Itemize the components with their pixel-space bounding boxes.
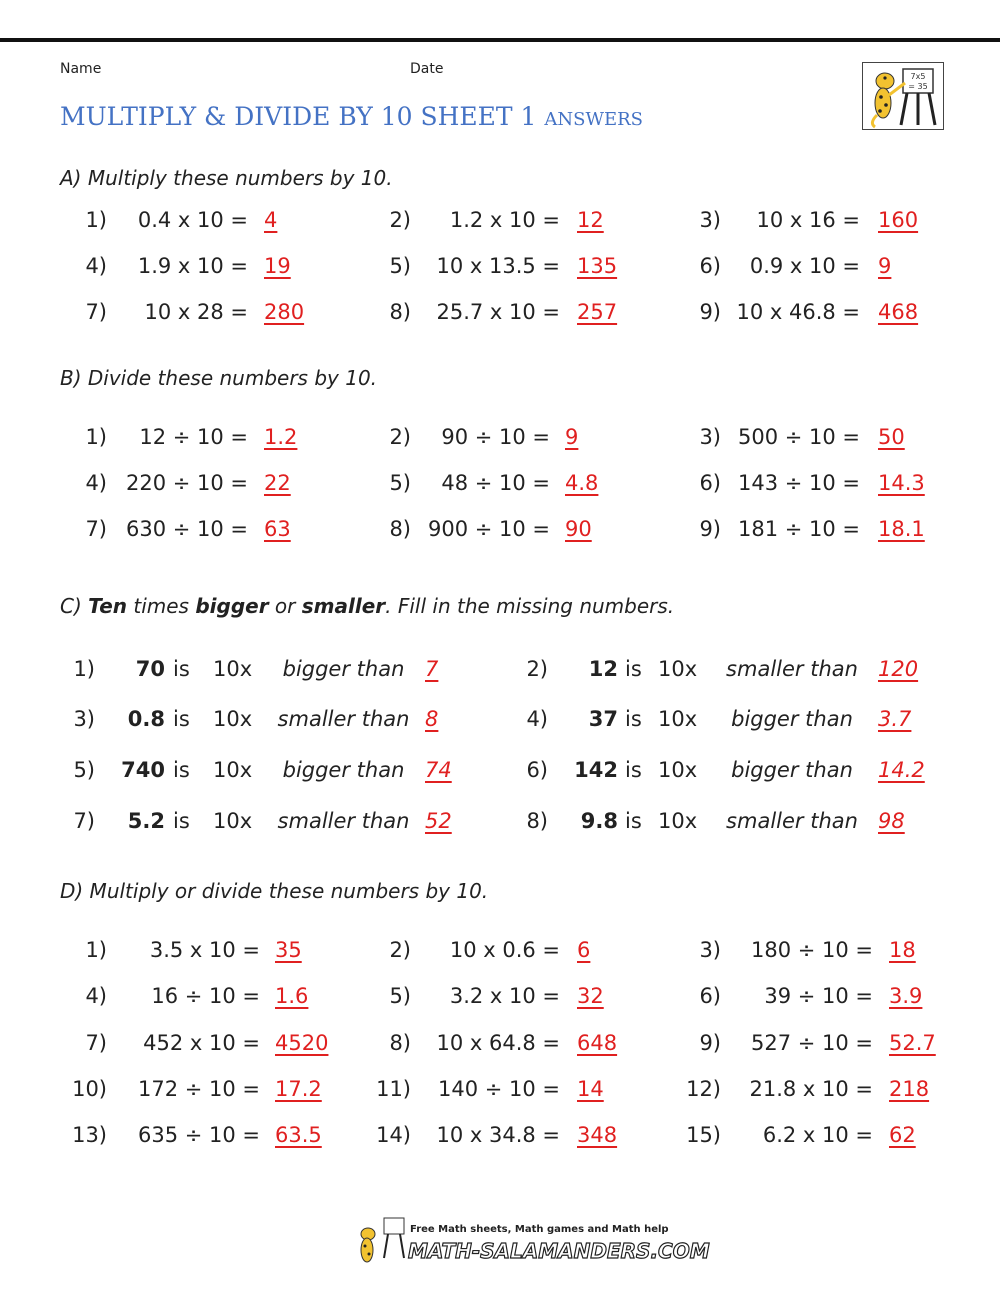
question-number: 4) [85, 471, 107, 495]
question-expression: 10 x 28 = [144, 300, 248, 324]
question-number: 2) [526, 657, 548, 681]
question-number: 4) [526, 707, 548, 731]
times-ten: 10x [213, 809, 253, 833]
question-number: 3) [699, 208, 721, 232]
name-label: Name [60, 61, 102, 77]
answer-value: 468 [878, 300, 919, 324]
answer-value: 280 [264, 300, 305, 324]
question-expression: 25.7 x 10 = [436, 300, 560, 324]
answer-value: 14.3 [878, 471, 925, 495]
answer-value: 1.2 [264, 425, 298, 449]
section-c-prefix: C) [60, 594, 89, 618]
question-number: 9) [699, 517, 721, 541]
question-expression: 1.2 x 10 = [449, 208, 560, 232]
question-expression: 10 x 0.6 = [449, 938, 560, 962]
question-number: 6) [699, 254, 721, 278]
question-number: 9) [699, 300, 721, 324]
answer-value: 14 [577, 1077, 604, 1101]
answer-value: 18 [889, 938, 916, 962]
question-number: 2) [389, 208, 411, 232]
answer-value: 50 [878, 425, 905, 449]
question-number: 11) [376, 1077, 411, 1101]
relation-text: bigger than [731, 758, 853, 782]
section-d-title: D) Multiply or divide these numbers by 10. [60, 879, 489, 903]
question-number: 6) [526, 758, 548, 782]
question-number: 6) [699, 984, 721, 1008]
word-is: is [625, 809, 642, 833]
question-expression: 143 ÷ 10 = [737, 471, 860, 495]
answer-value: 62 [889, 1123, 916, 1147]
relation-text: smaller than [726, 809, 858, 833]
answer-value: 12 [577, 208, 604, 232]
question-expression: 0.4 x 10 = [137, 208, 248, 232]
times-ten: 10x [213, 707, 253, 731]
question-expression: 21.8 x 10 = [749, 1077, 873, 1101]
question-number: 7) [85, 1031, 107, 1055]
question-expression: 10 x 46.8 = [736, 300, 860, 324]
section-c-word-smaller: smaller [301, 594, 386, 618]
answer-value: 3.7 [878, 707, 912, 731]
question-number: 1) [85, 425, 107, 449]
logo-sum-line1: 7x5 [910, 72, 926, 81]
question-expression: 10 x 13.5 = [436, 254, 560, 278]
answer-value: 19 [264, 254, 291, 278]
section-a-title: A) Multiply these numbers by 10. [60, 166, 393, 190]
answer-value: 135 [577, 254, 618, 278]
question-expression: 90 ÷ 10 = [441, 425, 550, 449]
question-number: 3) [699, 938, 721, 962]
salamander-logo [862, 62, 944, 130]
question-number: 3) [699, 425, 721, 449]
answer-value: 1.6 [275, 984, 309, 1008]
question-number: 9) [699, 1031, 721, 1055]
answer-value: 52 [425, 809, 452, 833]
section-c-text-1: times [127, 594, 196, 618]
footer-brand: MATH-SALAMANDERS.COM [408, 1239, 710, 1263]
question-expression: 220 ÷ 10 = [125, 471, 248, 495]
given-number: 142 [574, 758, 618, 782]
times-ten: 10x [213, 657, 253, 681]
answer-value: 160 [878, 208, 919, 232]
answer-value: 90 [565, 517, 592, 541]
section-c-title [60, 594, 674, 618]
given-number: 740 [121, 758, 165, 782]
times-ten: 10x [213, 758, 253, 782]
question-expression: 180 ÷ 10 = [750, 938, 873, 962]
section-b-title: B) Divide these numbers by 10. [60, 366, 378, 390]
question-expression: 635 ÷ 10 = [137, 1123, 260, 1147]
answer-value: 6 [577, 938, 591, 962]
answer-value: 98 [878, 809, 905, 833]
answer-value: 63 [264, 517, 291, 541]
answer-value: 257 [577, 300, 618, 324]
answer-value: 4.8 [565, 471, 599, 495]
given-number: 12 [588, 657, 618, 681]
question-expression: 12 ÷ 10 = [139, 425, 248, 449]
footer-tagline: Free Math sheets, Math games and Math help [410, 1224, 669, 1235]
question-number: 4) [85, 984, 107, 1008]
times-ten: 10x [658, 758, 698, 782]
relation-text: bigger than [282, 657, 405, 681]
question-expression: 630 ÷ 10 = [125, 517, 248, 541]
word-is: is [173, 809, 190, 833]
date-label: Date [410, 61, 444, 77]
question-number: 8) [526, 809, 548, 833]
answer-value: 348 [577, 1123, 618, 1147]
answer-value: 52.7 [889, 1031, 936, 1055]
answer-value: 22 [264, 471, 291, 495]
section-c-word-ten: Ten [88, 594, 127, 618]
answer-value: 35 [275, 938, 302, 962]
relation-text: smaller than [277, 707, 410, 731]
question-expression: 1.9 x 10 = [137, 254, 248, 278]
question-number: 4) [85, 254, 107, 278]
times-ten: 10x [658, 809, 698, 833]
question-number: 8) [389, 1031, 411, 1055]
word-is: is [625, 758, 642, 782]
question-number: 2) [389, 425, 411, 449]
question-number: 7) [85, 517, 107, 541]
question-number: 5) [389, 471, 411, 495]
word-is: is [173, 707, 190, 731]
question-number: 3) [73, 707, 95, 731]
answer-value: 9 [565, 425, 579, 449]
question-expression: 16 ÷ 10 = [151, 984, 260, 1008]
answer-value: 14.2 [878, 758, 925, 782]
question-number: 15) [686, 1123, 721, 1147]
times-ten: 10x [658, 707, 698, 731]
question-number: 5) [389, 254, 411, 278]
question-number: 7) [85, 300, 107, 324]
section-c-text-2: or [268, 594, 302, 618]
answer-value: 7 [425, 657, 439, 681]
given-number: 37 [588, 707, 618, 731]
question-expression: 140 ÷ 10 = [437, 1077, 560, 1101]
question-expression: 10 x 16 = [756, 208, 860, 232]
times-ten: 10x [658, 657, 698, 681]
question-number: 2) [389, 938, 411, 962]
section-c-word-bigger: bigger [195, 594, 269, 618]
question-expression: 3.2 x 10 = [449, 984, 560, 1008]
answer-value: 3.9 [889, 984, 923, 1008]
given-number: 9.8 [580, 809, 618, 833]
question-expression: 500 ÷ 10 = [737, 425, 860, 449]
answer-value: 218 [889, 1077, 930, 1101]
question-expression: 172 ÷ 10 = [137, 1077, 260, 1101]
question-number: 5) [73, 758, 95, 782]
answer-value: 648 [577, 1031, 618, 1055]
question-number: 10) [72, 1077, 107, 1101]
math-salamanders-logo-icon [352, 1214, 710, 1270]
question-expression: 10 x 34.8 = [436, 1123, 560, 1147]
question-number: 1) [73, 657, 95, 681]
answer-value: 63.5 [275, 1123, 322, 1147]
question-expression: 6.2 x 10 = [762, 1123, 873, 1147]
question-number: 1) [85, 938, 107, 962]
question-number: 13) [72, 1123, 107, 1147]
answer-value: 8 [425, 707, 439, 731]
word-is: is [173, 758, 190, 782]
word-is: is [173, 657, 190, 681]
question-number: 6) [699, 471, 721, 495]
answer-value: 74 [425, 758, 452, 782]
top-rule [0, 38, 1000, 42]
question-number: 12) [686, 1077, 721, 1101]
relation-text: smaller than [726, 657, 858, 681]
answer-value: 32 [577, 984, 604, 1008]
question-number: 8) [389, 300, 411, 324]
footer-logo [352, 1214, 710, 1270]
answer-value: 120 [878, 657, 919, 681]
logo-sum-line2: = 35 [908, 82, 928, 91]
question-expression: 0.9 x 10 = [749, 254, 860, 278]
question-expression: 10 x 64.8 = [436, 1031, 560, 1055]
answer-value: 17.2 [275, 1077, 322, 1101]
answer-value: 9 [878, 254, 892, 278]
relation-text: bigger than [731, 707, 853, 731]
question-expression: 181 ÷ 10 = [737, 517, 860, 541]
given-number: 0.8 [127, 707, 165, 731]
answer-value: 4 [264, 208, 278, 232]
question-expression: 3.5 x 10 = [149, 938, 260, 962]
answer-value: 4520 [275, 1031, 329, 1055]
given-number: 70 [135, 657, 165, 681]
title-main: MULTIPLY & DIVIDE BY 10 SHEET 1 [60, 102, 537, 131]
word-is: is [625, 657, 642, 681]
question-expression: 39 ÷ 10 = [764, 984, 873, 1008]
question-expression: 452 x 10 = [143, 1031, 260, 1055]
page-title [60, 102, 643, 131]
section-c-text-3: . Fill in the missing numbers. [385, 594, 675, 618]
question-expression: 527 ÷ 10 = [750, 1031, 873, 1055]
question-number: 8) [389, 517, 411, 541]
question-number: 1) [85, 208, 107, 232]
relation-text: smaller than [277, 809, 410, 833]
question-expression: 900 ÷ 10 = [427, 517, 550, 541]
question-number: 14) [376, 1123, 411, 1147]
title-suffix: ANSWERS [544, 109, 644, 130]
word-is: is [625, 707, 642, 731]
question-number: 5) [389, 984, 411, 1008]
answer-value: 18.1 [878, 517, 925, 541]
relation-text: bigger than [282, 758, 405, 782]
salamander-teacher-icon [863, 63, 943, 129]
given-number: 5.2 [127, 809, 165, 833]
question-number: 7) [73, 809, 95, 833]
question-expression: 48 ÷ 10 = [441, 471, 550, 495]
